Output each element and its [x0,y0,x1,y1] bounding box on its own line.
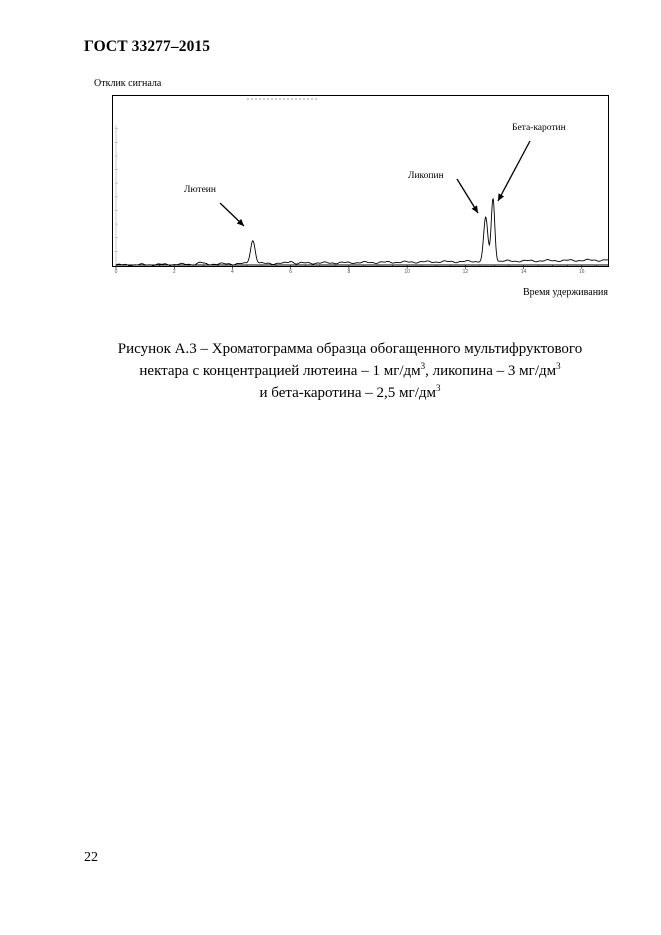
x-tick-label: 16 [579,269,585,275]
x-tick-label: 12 [462,269,469,275]
page-number: 22 [84,850,98,865]
x-tick-label: 8 [347,269,351,275]
caption-line-1: Рисунок А.3 – Хроматограмма образца обогащенного мультифруктового [117,341,583,357]
chromatogram-trace [116,199,608,266]
peak-arrow-line [498,141,530,201]
x-tick-label: 0 [114,269,118,275]
caption-line-2: нектара с концентрацией лютеина – 1 $мг/дм^3$, ликопина – 3 $мг/дм^3$ [139,361,561,379]
x-axis-label: Время удерживания [522,287,608,298]
x-tick-label: 4 [231,269,234,275]
peak-label: Ликопин [408,171,444,181]
caption-line-3: и бета-каротина – 2,5 $мг/дм^3$ [259,383,441,401]
x-tick-label: 14 [520,269,527,275]
chart-frame [113,96,609,267]
x-tick-label: 10 [404,269,410,275]
y-axis-label: Отклик сигнала [94,78,162,89]
peak-label: Бета-каротин [512,123,566,133]
peak-label: Лютеин [184,185,216,195]
x-tick-label: 2 [172,269,176,275]
chromatogram-chart [112,95,609,277]
peak-arrow-head [472,205,478,213]
document-header: ГОСТ 33277–2015 [84,38,211,55]
x-tick-label: 6 [289,269,293,275]
figure-caption [80,338,620,404]
